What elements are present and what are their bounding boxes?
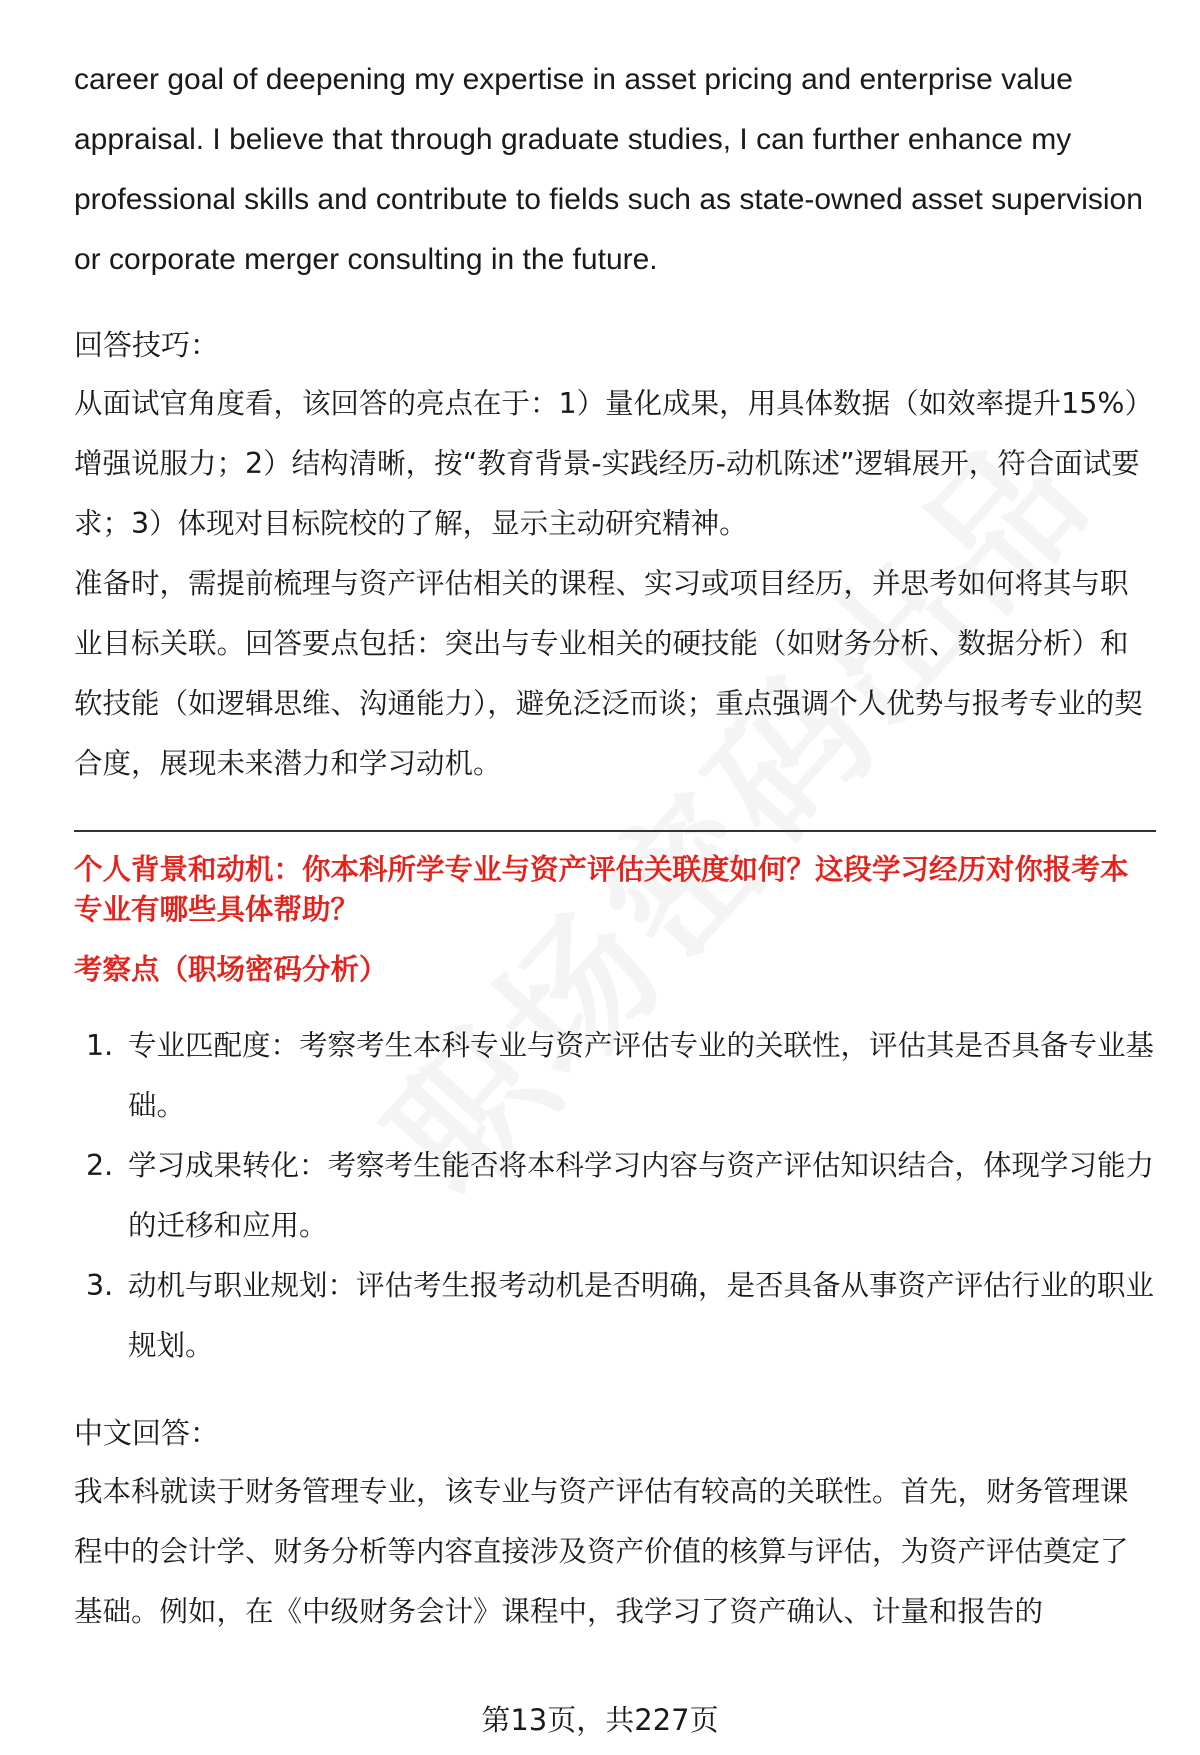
section-divider [74, 830, 1156, 832]
exam-points-heading: 考察点（职场密码分析） [74, 953, 388, 986]
list-item-text: 学习成果转化：考察考生能否将本科学习内容与资产评估知识结合，体现学习能力的迁移和应用。 [128, 1149, 1155, 1242]
exam-points-list [74, 1016, 1154, 1376]
question-heading: 个人背景和动机：你本科所学专业与资产评估关联度如何？这段学习经历对你报考本专业有哪些具体帮助？ [74, 853, 1129, 926]
english-answer-paragraph: career goal of deepening my expertise in asset pricing and enterprise value appraisal. I believe that through graduate studies, I can further enhance my professional skills and contribute to fields such as state-owned asset supervision or corporate merger consulting in the future. [74, 63, 1143, 276]
list-item [74, 1136, 1154, 1256]
tips-paragraph-1: 从面试官角度看，该回答的亮点在于：1）量化成果，用具体数据（如效率提升15%）增强说服力；2）结构清晰，按“教育背景-实践经历-动机陈述”逻辑展开，符合面试要求；3）体现对目标院校的了解，显示主动研究精神。 [74, 387, 1153, 540]
list-item-text: 专业匹配度：考察考生本科专业与资产评估专业的关联性，评估其是否具备专业基础。 [128, 1029, 1155, 1122]
page-footer: 第13页，共227页 [481, 1703, 719, 1737]
tips-paragraph-2: 准备时，需提前梳理与资产评估相关的课程、实习或项目经历，并思考如何将其与职业目标关联。回答要点包括：突出与专业相关的硬技能（如财务分析、数据分析）和软技能（如逻辑思维、沟通能力），避免泛泛而谈；重点强调个人优势与报考专业的契合度，展现未来潜力和学习动机。 [74, 567, 1143, 780]
tips-label: 回答技巧： [74, 328, 220, 362]
chinese-answer-label: 中文回答： [74, 1416, 220, 1450]
chinese-answer-paragraph: 我本科就读于财务管理专业，该专业与资产评估有较高的关联性。首先，财务管理课程中的会计学、财务分析等内容直接涉及资产价值的核算与评估，为资产评估奠定了基础。例如，在《中级财务会计》课程中，我学习了资产确认、计量和报告的 [74, 1475, 1129, 1628]
page-content [74, 50, 1154, 1642]
list-item-number: 2. [86, 1149, 114, 1182]
list-item-text: 动机与职业规划：评估考生报考动机是否明确，是否具备从事资产评估行业的职业规划。 [128, 1269, 1155, 1362]
list-item-number: 3. [86, 1269, 114, 1302]
list-item [74, 1256, 1154, 1376]
list-item [74, 1016, 1154, 1136]
list-item-number: 1. [86, 1029, 114, 1062]
